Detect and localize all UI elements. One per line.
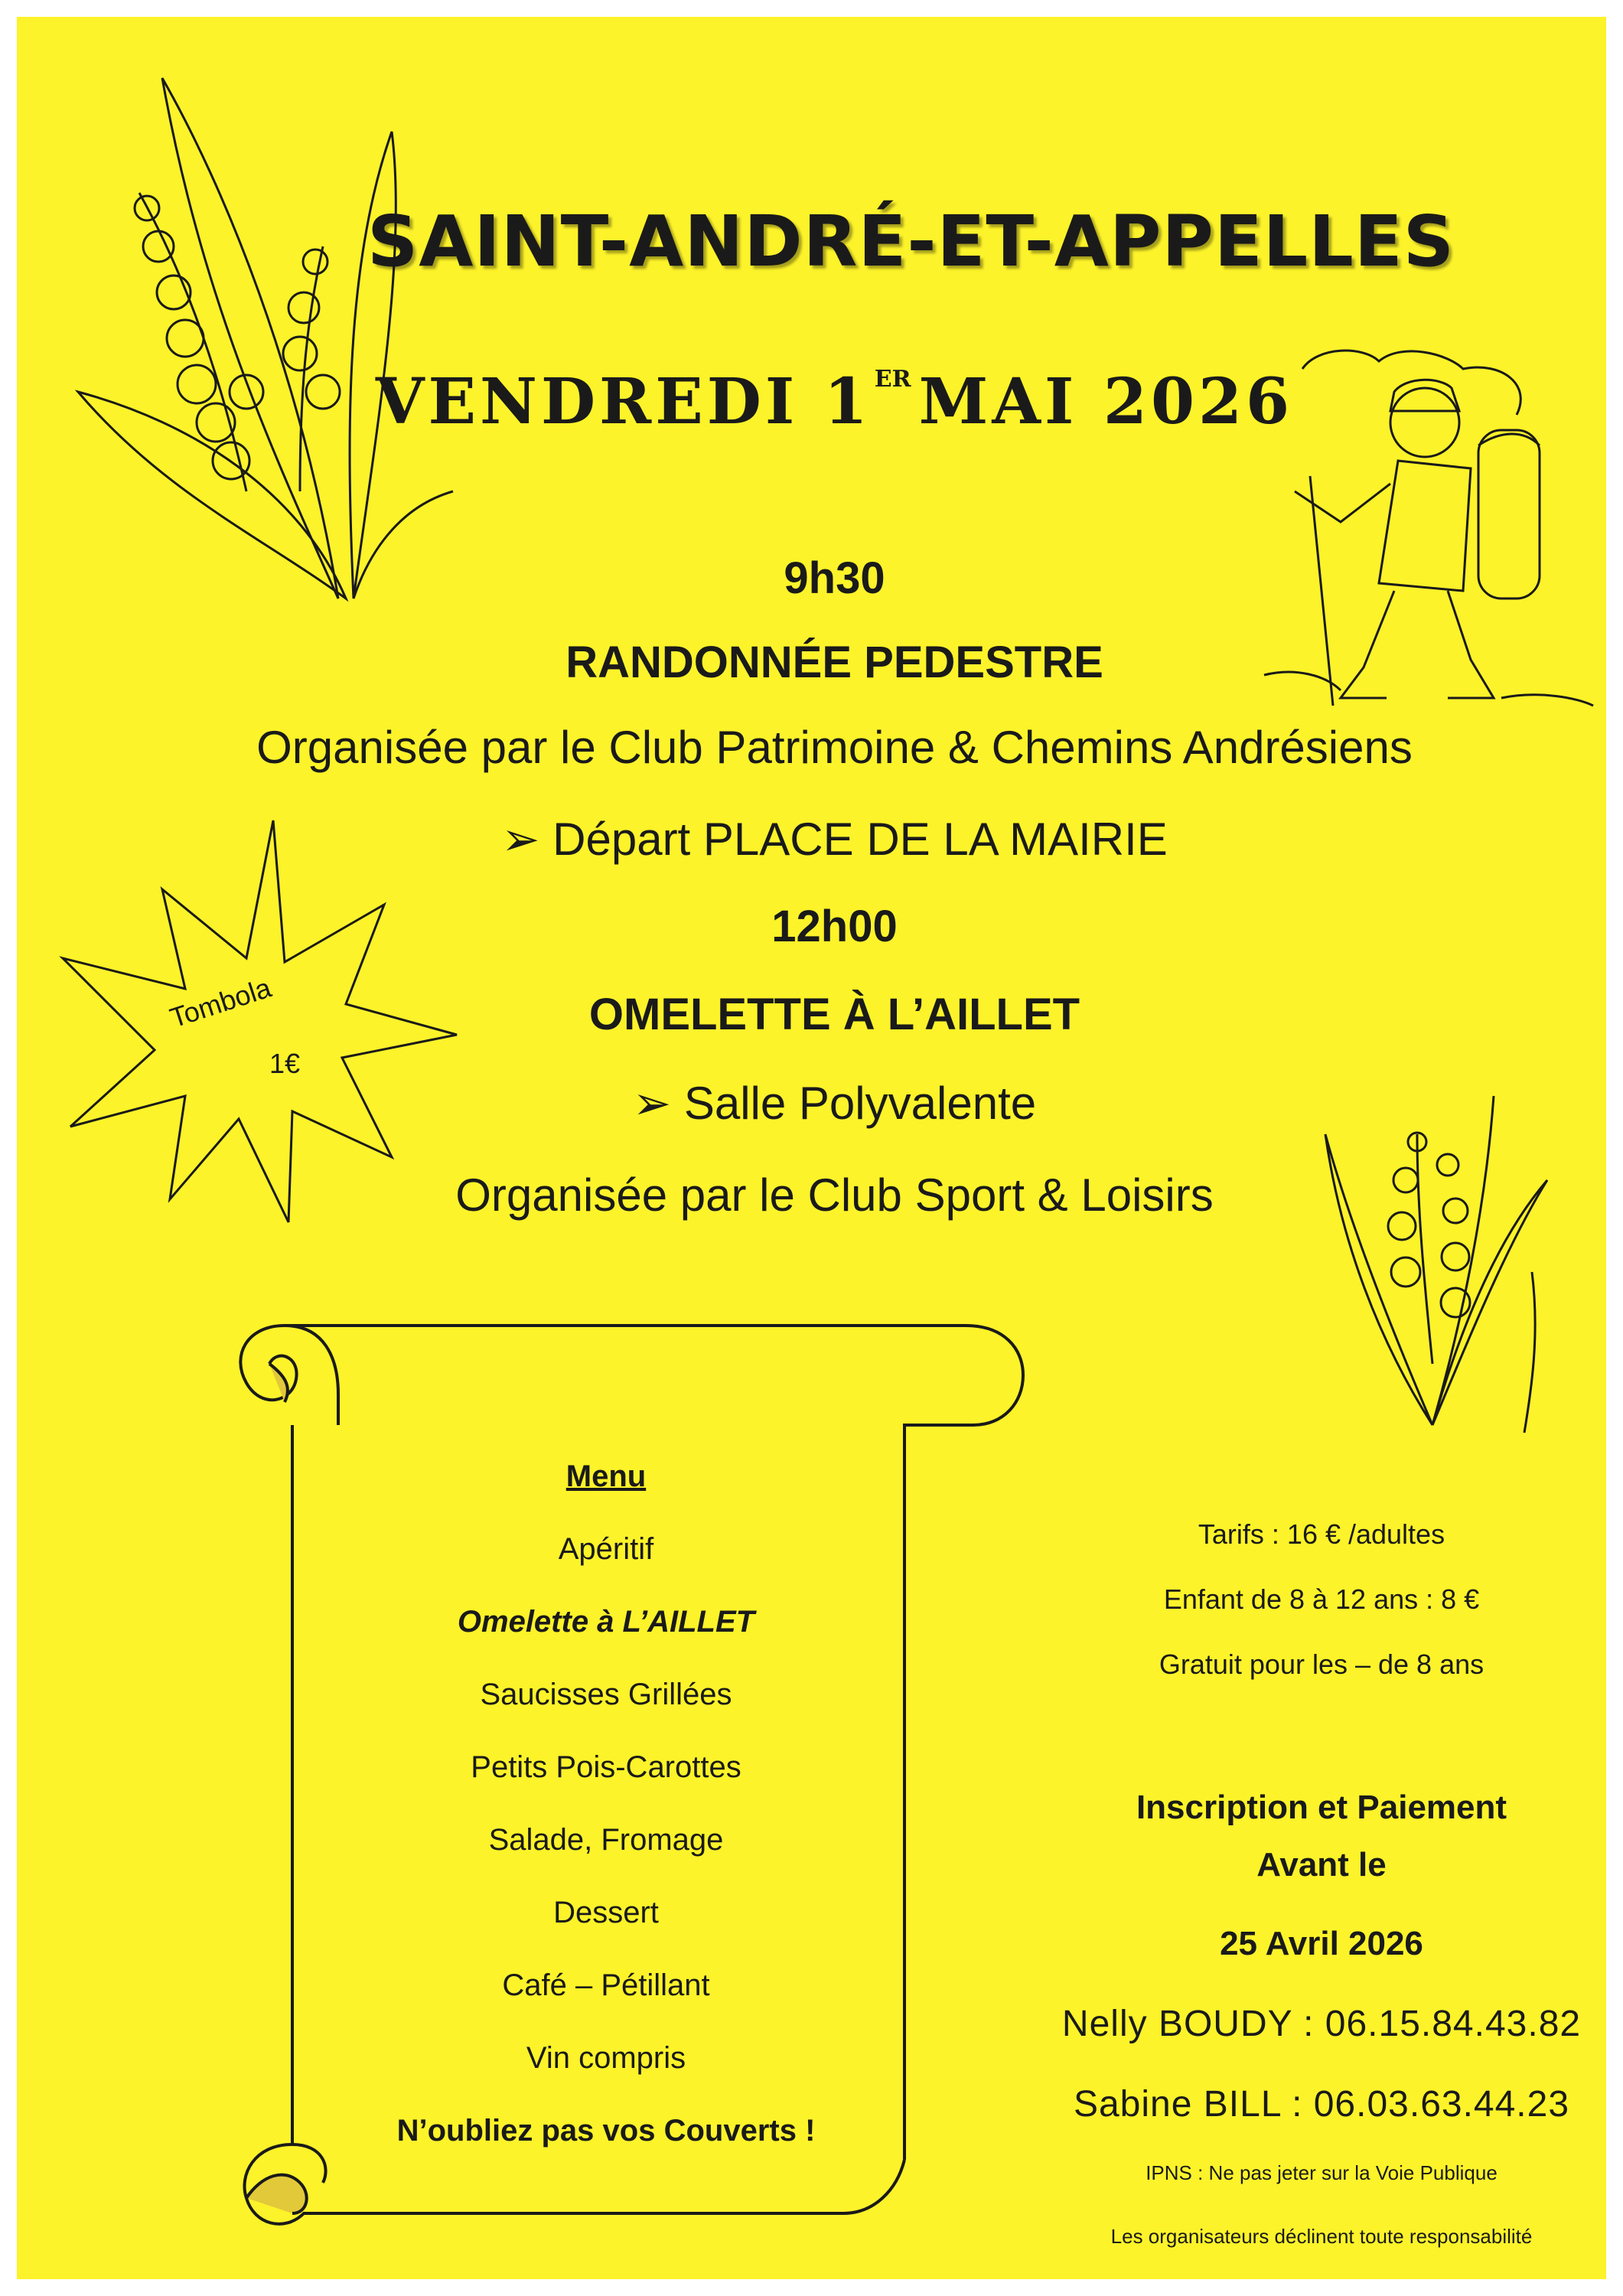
lily-of-the-valley-icon [70,63,468,614]
lily-of-the-valley-icon [1302,1088,1555,1440]
menu-item: Saucisses Grillées [480,1678,732,1711]
menu-item: Dessert [553,1896,659,1929]
event-date [17,365,1606,439]
menu-item: Apéritif [558,1532,654,1566]
menu-title: Menu [565,1459,647,1493]
poster [17,17,1606,2279]
contact-sabine: Sabine BILL : 06.03.63.44.23 [1073,2084,1570,2125]
tarif-free: Gratuit pour les – de 8 ans [1159,1649,1484,1680]
tarif-child: Enfant de 8 à 12 ans : 8 € [1163,1583,1480,1615]
hike-time: 9h30 [784,553,885,603]
date-rest: MAI 2026 [918,365,1294,439]
menu-item: Café – Pétillant [502,1968,710,2002]
menu-note: N’oubliez pas vos Couverts ! [396,2114,816,2148]
hike-title: RANDONNÉE PEDESTRE [565,638,1103,687]
meal-venue-text: Salle Polyvalente [683,1078,1037,1129]
arrow-icon: ➢ [632,1078,684,1129]
inscription-deadline: 25 Avril 2026 [1220,1925,1423,1962]
contact-nelly: Nelly BOUDY : 06.15.84.43.82 [1061,2004,1582,2044]
hike-departure-text: Départ PLACE DE LA MAIRIE [552,814,1168,865]
footer-disclaimer: Les organisateurs déclinent toute responsabilité [1110,2225,1533,2248]
menu-item: Salade, Fromage [488,1823,724,1857]
menu-item: Petits Pois-Carottes [471,1750,741,1784]
tombola-starburst [47,805,461,1234]
tombola-label: Tombola [166,971,275,1034]
inscription-line1: Inscription et Paiement [1136,1789,1507,1826]
meal-organizer: Organisée par le Club Sport & Loisirs [455,1169,1214,1221]
date-prefix: VENDREDI 1 [375,365,872,439]
date-suffix: ER [874,366,911,393]
footer-ipns: IPNS : Ne pas jeter sur la Voie Publique [1146,2161,1498,2184]
tarif-adult: Tarifs : 16 € /adultes [1198,1518,1445,1550]
town-title: SAINT-ANDRÉ-ET-APPELLES [367,201,1455,282]
meal-time: 12h00 [771,902,898,951]
meal-title: OMELETTE À L’AILLET [588,990,1080,1039]
tombola-price: 1€ [269,1048,301,1079]
inscription-line2: Avant le [1256,1846,1387,1883]
arrow-icon: ➢ [501,814,553,865]
menu-item: Omelette à L’AILLET [457,1605,755,1639]
hike-organizer: Organisée par le Club Patrimoine & Chemins Andrésiens [256,722,1413,773]
menu-item: Vin compris [526,2041,686,2075]
